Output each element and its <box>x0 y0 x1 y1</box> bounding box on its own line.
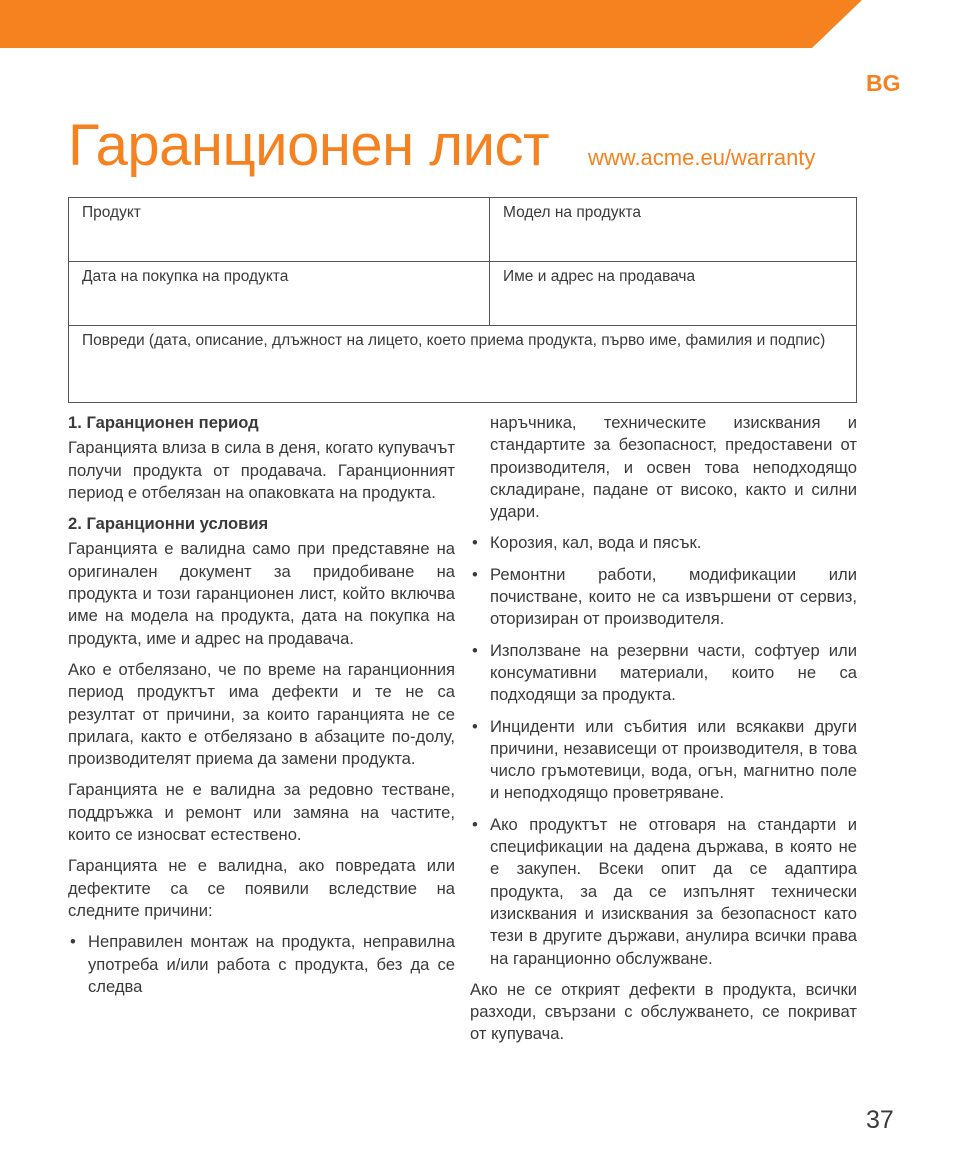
paragraph: Ако не се открият дефекти в продукта, всички разходи, свързани с обслужването, се покриват от купувача. <box>470 979 857 1044</box>
section-heading-period: 1. Гаранционен период <box>68 413 259 432</box>
purchase-date-field[interactable]: Дата на покупка на продукта <box>69 262 490 326</box>
list-item <box>470 716 857 805</box>
bullet-icon: • <box>472 564 478 584</box>
form-row <box>69 262 857 326</box>
left-column <box>68 412 455 1007</box>
exclusions-list-continued <box>470 412 857 970</box>
list-item-text: Инциденти или събития или всякакви други причини, независещи от производителя, в това число гръмотевици, вода, огън, магнитно поле и неподходящо проветряване. <box>490 716 857 803</box>
list-item <box>470 640 857 707</box>
paragraph: Гаранцията не е валидна за редовно тестване, поддръжка и ремонт или замяна на частите, които се износват естествено. <box>68 780 455 845</box>
list-item <box>68 931 455 998</box>
list-item-text: Използване на резервни части, софтуер или консумативни материали, които не са подходящи за продукта. <box>490 640 857 705</box>
list-item <box>470 412 857 523</box>
warranty-form-table <box>68 197 857 403</box>
list-item-text: наръчника, техническите изисквания и стандартите за безопасност, предоставени от производителя, и освен това неподходящо складиране, падане от високо, както и силни удари. <box>490 413 857 522</box>
list-item-text: Корозия, кал, вода и пясък. <box>490 533 702 553</box>
form-row <box>69 326 857 403</box>
page-number: 37 <box>866 1106 894 1134</box>
bullet-icon: • <box>472 814 478 834</box>
seller-field[interactable]: Име и адрес на продавача <box>490 262 857 326</box>
paragraph: Гаранцията е валидна само при представяне на оригинален документ за придобиване на продукта и този гаранционен лист, който включва име на модела на продукта, дата на покупка на продукта, име и адрес на продавача. <box>68 539 455 648</box>
warranty-url: www.acme.eu/warranty <box>588 145 816 170</box>
bullet-icon: • <box>472 716 478 736</box>
product-field[interactable]: Продукт <box>69 198 490 262</box>
list-item <box>470 532 857 554</box>
damage-field[interactable]: Повреди (дата, описание, длъжност на лицето, което приема продукта, първо име, фамилия и подпис) <box>69 326 857 403</box>
page-title: Гаранционен лист <box>68 113 550 178</box>
right-column <box>470 412 857 1055</box>
paragraph: Ако е отбелязано, че по време на гаранционния период продуктът има дефекти и те не са резултат от причини, за които гаранцията не се прилага, както е отбелязано в абзаците по-долу, производителят приема да замени продукта. <box>68 659 455 769</box>
list-item-text: Ако продуктът не отговаря на стандарти и спецификации на дадена държава, в която не е закупен. Всеки опит да се адаптира продукта, за да се изпълнят технически изисквания и изисквания за безопасност като тези в другите държави, анулира всички права на гаранционно обслужване. <box>490 814 857 968</box>
bullet-icon: • <box>472 640 478 660</box>
paragraph: Гаранцията влиза в сила в деня, когато купувачът получи продукта от продавача. Гаранционният период е отбелязан на опаковката на продукта. <box>68 438 455 502</box>
list-item <box>470 564 857 631</box>
list-item-text: Ремонтни работи, модификации или почистване, които не са извършени от сервиз, оторизиран от производителя. <box>490 564 857 629</box>
language-code: BG <box>866 70 901 96</box>
list-item <box>470 814 857 970</box>
model-field[interactable]: Модел на продукта <box>490 198 857 262</box>
top-orange-band <box>0 0 862 48</box>
form-row <box>69 198 857 262</box>
section-heading-conditions: 2. Гаранционни условия <box>68 514 269 534</box>
paragraph: Гаранцията не е валидна, ако повредата или дефектите са се появили вследствие на следните причини: <box>68 856 455 920</box>
exclusions-list <box>68 931 455 998</box>
list-item-text: Неправилен монтаж на продукта, неправилна употреба и/или работа с продукта, без да се следва <box>88 932 455 996</box>
bullet-icon: • <box>472 533 478 553</box>
bullet-icon: • <box>70 932 76 952</box>
